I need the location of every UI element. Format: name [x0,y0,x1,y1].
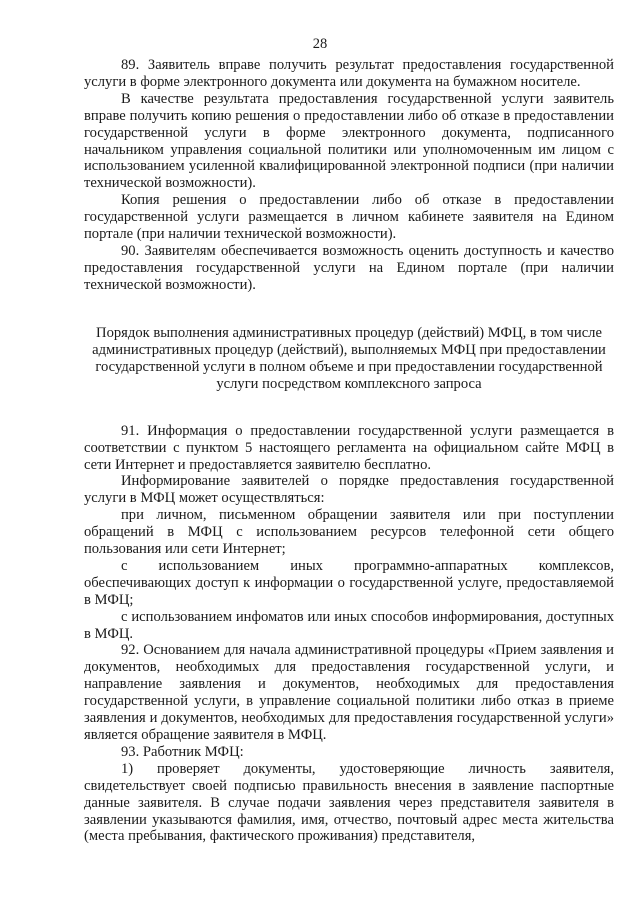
paragraph-91-complexes: с использованием иных программно-аппаратных комплексов, обеспечивающих доступ к информации о государственной услуге, предоставляемой в МФЦ; [84,557,614,608]
section-heading: Порядок выполнения административных процедур (действий) МФЦ, в том числе административных процедур (действий), выполняемых МФЦ при предоставлении государственной услуги в полном объеме и при предоставлении государственной услуги посредством комплексного запроса [92,324,606,392]
paragraph-93: 93. Работник МФЦ: [121,743,244,760]
document-body [84,57,614,845]
paragraph-89: 89. Заявитель вправе получить результат предоставления государственной услуги в форме электронного документа или документа на бумажном носителе. [84,57,614,90]
paragraph-91-informing: Информирование заявителей о порядке предоставления государственной услуги в МФЦ может осуществляться: [84,473,614,507]
paragraph-92: 92. Основанием для начала административной процедуры «Прием заявления и документов, необходимых для предоставления государственной услуги, и направление заявления и документов, необходимых для предоставления государственной услуги, в управление социальной политики либо отказ в приеме заявления и документов, необходимых для предоставления государственной услуги» является обращение заявителя в МФЦ. [84,642,614,743]
paragraph-91-personal: при личном, письменном обращении заявителя или при поступлении обращений в МФЦ с использованием ресурсов телефонной сети общего пользования или сети Интернет; [84,507,614,558]
paragraph-91-infomats: с использованием инфоматов или иных способов информирования, доступных в МФЦ. [84,608,614,642]
paragraph-90: 90. Заявителям обеспечивается возможность оценить доступность и качество предоставления государственной услуги на Едином портале (при наличии технической возможности). [84,242,614,293]
page-number: 28 [312,36,328,52]
paragraph-93-item-1: 1) проверяет документы, удостоверяющие личность заявителя, свидетельствует своей подписью правильность внесения в заявление паспортные данные заявителя. В случае подачи заявления через представителя заявителя в заявлении указываются фамилия, имя, отчество, почтовый адрес места жительства (места пребывания, фактического проживания) представителя, [84,760,614,845]
paragraph-89-result: В качестве результата предоставления государственной услуги заявитель вправе получить копию решения о предоставлении либо об отказе в предоставлении государственной услуги в форме электронного документа, подписанного начальником управления социальной политики или уполномоченным им лицом с использованием усиленной квалифицированной электронной подписи (при наличии технической возможности). [84,90,614,192]
paragraph-91: 91. Информация о предоставлении государственной услуги размещается в соответствии с пунктом 5 настоящего регламента на официальном сайте МФЦ в сети Интернет и предоставляется заявителю бесплатно. [84,422,614,473]
paragraph-89-copy: Копия решения о предоставлении либо об отказе в предоставлении государственной услуги размещается в личном кабинете заявителя на Едином портале (при наличии технической возможности). [84,192,614,243]
